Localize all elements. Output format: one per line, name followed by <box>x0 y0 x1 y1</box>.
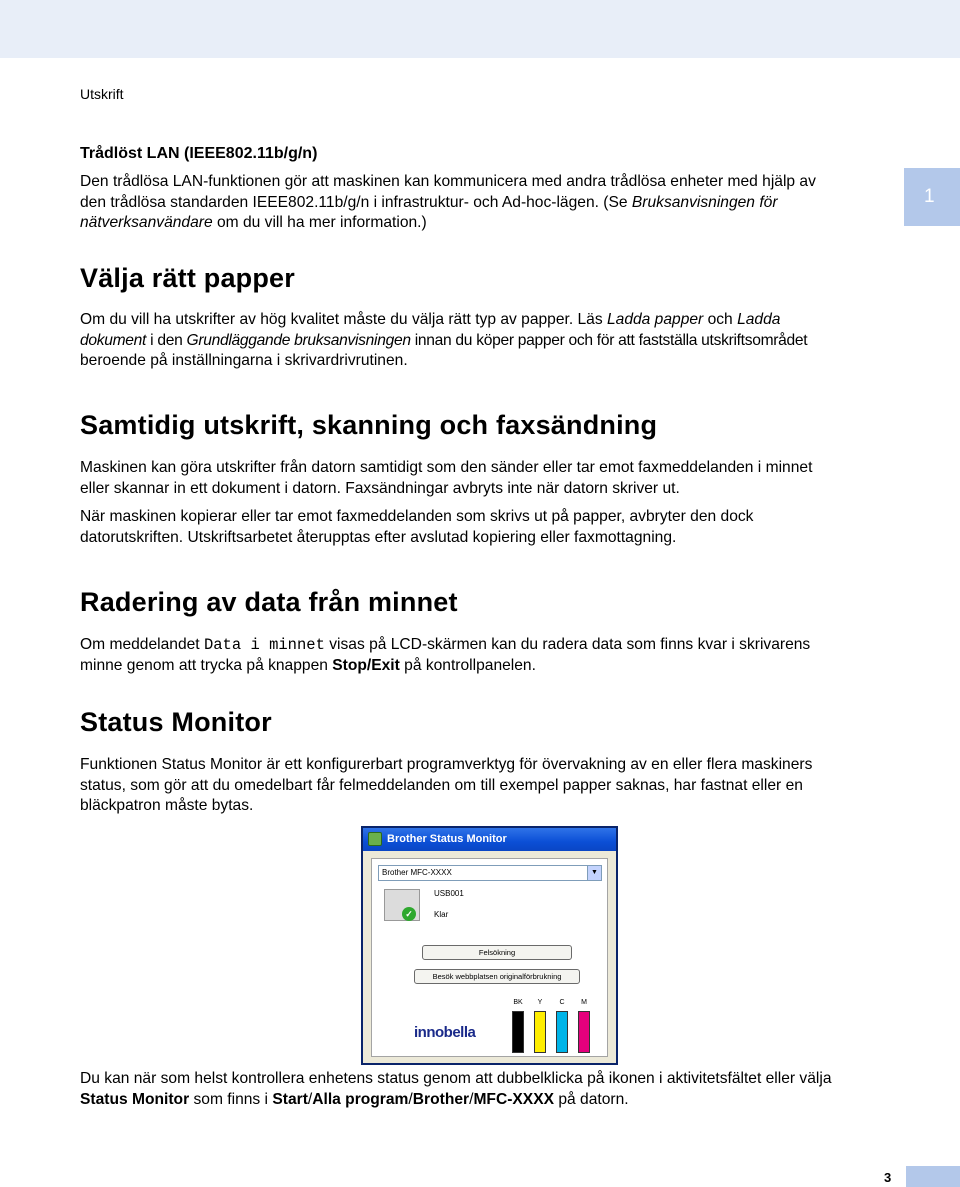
ink-label-m: M <box>581 999 587 1006</box>
ink-bar-m <box>578 1011 590 1053</box>
device-status: Klar <box>434 910 449 919</box>
ink-bar-y <box>534 1011 546 1053</box>
status-monitor-paragraph: Funktionen Status Monitor är ett konfigurerbart programverktyg för övervakning av en eller flera maskiners status, som gör att du omedelbart får felmeddelanden om till exempel papper saknas, har fastnat eller en bläckpatron måste bytas. <box>80 756 813 814</box>
page-number: 3 <box>884 1170 892 1185</box>
stop-exit-key: Stop/Exit <box>332 656 400 674</box>
ink-label-y: Y <box>537 999 543 1006</box>
simultaneous-heading: Samtidig utskrift, skanning och faxsändning <box>80 410 658 440</box>
chapter-number: 1 <box>924 186 935 207</box>
lcd-message: Data i minnet <box>203 636 325 654</box>
device-port: USB001 <box>434 889 464 898</box>
status-monitor-heading: Status Monitor <box>80 707 272 737</box>
status-monitor-window <box>361 826 618 1065</box>
window-client-area <box>371 858 608 1057</box>
erase-paragraph: Om meddelandet Data i minnet visas på LCD-skärmen kan du radera data som finns kvar i skrivarens minne genom att trycka på knappen Stop/Exit på kontrollpanelen. <box>80 636 811 674</box>
window-title: Brother Status Monitor <box>387 833 507 845</box>
simultaneous-paragraph-2: När maskinen kopierar eller tar emot faxmeddelanden som skrivs ut på papper, avbryter den dock datorutskriften. Utskriftsarbetet återupptas efter avslutad kopiering eller faxmottagning. <box>80 508 754 546</box>
ink-label-bk: BK <box>513 999 523 1006</box>
chevron-down-icon[interactable]: ▼ <box>587 866 601 880</box>
ink-label-c: C <box>559 999 565 1006</box>
innobella-logo: innobella <box>414 1024 476 1041</box>
ink-bar-c <box>556 1011 568 1053</box>
device-select[interactable] <box>378 865 602 881</box>
wlan-heading: Trådlöst LAN (IEEE802.11b/g/n) <box>80 145 318 162</box>
checkmark-icon: ✓ <box>402 907 416 921</box>
closing-paragraph: Du kan när som helst kontrollera enhetens status genom att dubbelklicka på ikonen i aktivitetsfältet eller välja Status Monitor som finns i Start/Alla program/Brother/MFC-XXXX på datorn. <box>80 1070 832 1108</box>
page-tab <box>906 1166 960 1187</box>
troubleshoot-button[interactable]: Felsökning <box>422 945 572 960</box>
running-header: Utskrift <box>80 86 124 102</box>
paper-heading: Välja rätt papper <box>80 263 295 293</box>
chapter-tab <box>904 168 960 226</box>
simultaneous-paragraph-1: Maskinen kan göra utskrifter från datorn samtidigt som den sänder eller tar emot faxmeddelanden i minnet eller skannar in ett dokument i datorn. Faxsändningar avbryts inte när datorn skriver ut. <box>80 459 813 497</box>
erase-heading: Radering av data från minnet <box>80 587 458 617</box>
ink-bar-bk <box>512 1011 524 1053</box>
top-band <box>0 0 960 58</box>
wlan-paragraph: Den trådlösa LAN-funktionen gör att maskinen kan kommunicera med andra trådlösa enheter med hjälp av den trådlösa standarden IEEE802.11b/g/n i infrastruktur- och Ad-hoc-lägen. (Se Bruksanvisningen för nätverksanvändare om du vill ha mer information.) <box>80 173 816 231</box>
app-icon <box>368 832 382 846</box>
device-select-value: Brother MFC-XXXX <box>382 868 452 877</box>
supplies-website-button[interactable]: Besök webbplatsen originalförbrukning <box>414 969 580 984</box>
window-titlebar <box>363 828 616 851</box>
paper-paragraph: Om du vill ha utskrifter av hög kvalitet måste du välja rätt typ av papper. Läs Ladda papper och Ladda dokument i den Grundläggande bruksanvisningen innan du köper papper och för att fastställa utskriftsområdet beroende på inställningarna i skrivardrivrutinen. <box>80 311 808 369</box>
